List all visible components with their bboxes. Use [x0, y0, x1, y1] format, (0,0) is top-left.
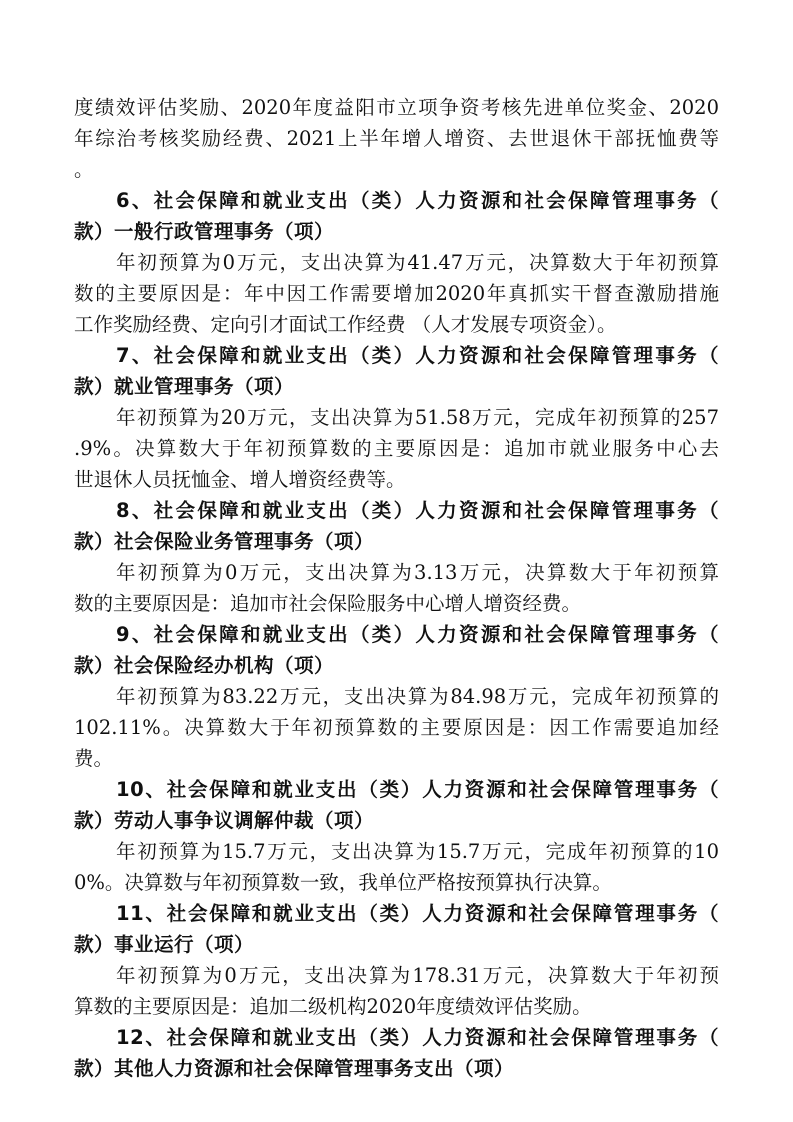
section-heading-line: 款）社会保险经办机构（项） [74, 654, 335, 677]
section-heading-line: 款）其他人力资源和社会保障管理事务支出（项） [74, 1057, 515, 1080]
body-text-line: 算数的主要原因是：追加二级机构2020年度绩效评估奖励。 [74, 995, 592, 1018]
section-heading-line: 8、社会保障和就业支出（类）人力资源和社会保障管理事务（ [116, 499, 719, 522]
body-text-line: 102.11%。决算数大于年初预算数的主要原因是：因工作需要追加经 [74, 716, 719, 739]
section-heading-line: 9、社会保障和就业支出（类）人力资源和社会保障管理事务（ [116, 623, 719, 646]
section-heading-line: 7、社会保障和就业支出（类）人力资源和社会保障管理事务（ [116, 344, 719, 367]
body-text-line: 工作奖励经费、定向引才面试工作经费 （人才发展专项资金）。 [74, 313, 617, 336]
section-heading-line: 11、社会保障和就业支出（类）人力资源和社会保障管理事务（ [116, 902, 719, 925]
section-heading-line: 款）事业运行（项） [74, 933, 255, 956]
section-heading-line: 款）劳动人事争议调解仲裁（项） [74, 809, 375, 832]
body-text-line: 年初预算为20万元，支出决算为51.58万元，完成年初预算的257 [116, 406, 719, 429]
body-text-line: 年初预算为0万元，支出决算为41.47万元，决算数大于年初预算 [116, 251, 719, 274]
section-heading-line: 10、社会保障和就业支出（类）人力资源和社会保障管理事务（ [116, 778, 719, 801]
body-text-line: 年初预算为0万元，支出决算为178.31万元，决算数大于年初预 [116, 964, 719, 987]
section-heading-line: 款）就业管理事务（项） [74, 375, 295, 398]
document-page [74, 92, 719, 1084]
body-text-line: 数的主要原因是：年中因工作需要增加2020年真抓实干督查激励措施 [74, 282, 719, 305]
body-text-line: .9%。决算数大于年初预算数的主要原因是：追加市就业服务中心去 [74, 437, 719, 460]
body-text-line: 世退休人员抚恤金、增人增资经费等。 [74, 468, 406, 491]
section-heading-line: 款）一般行政管理事务（项） [74, 220, 335, 243]
body-text-line: 。 [74, 158, 94, 181]
body-text-line: 0%。决算数与年初预算数一致，我单位严格按预算执行决算。 [74, 871, 612, 894]
body-text-line: 费。 [74, 747, 114, 770]
body-text-line: 度绩效评估奖励、2020年度益阳市立项争资考核先进单位奖金、2020 [74, 96, 719, 119]
body-text-line: 年初预算为0万元，支出决算为3.13万元，决算数大于年初预算 [116, 561, 719, 584]
section-heading-line: 6、社会保障和就业支出（类）人力资源和社会保障管理事务（ [116, 189, 719, 212]
body-text-line: 年初预算为15.7万元，支出决算为15.7万元，完成年初预算的10 [116, 840, 719, 863]
section-heading-line: 12、社会保障和就业支出（类）人力资源和社会保障管理事务（ [116, 1026, 719, 1049]
body-text-line: 年综治考核奖励经费、2021上半年增人增资、去世退休干部抚恤费等 [74, 127, 719, 150]
section-heading-line: 款）社会保险业务管理事务（项） [74, 530, 375, 553]
body-text-line: 数的主要原因是：追加市社会保险服务中心增人增资经费。 [74, 592, 582, 615]
body-text-line: 年初预算为83.22万元，支出决算为84.98万元，完成年初预算的 [116, 685, 719, 708]
